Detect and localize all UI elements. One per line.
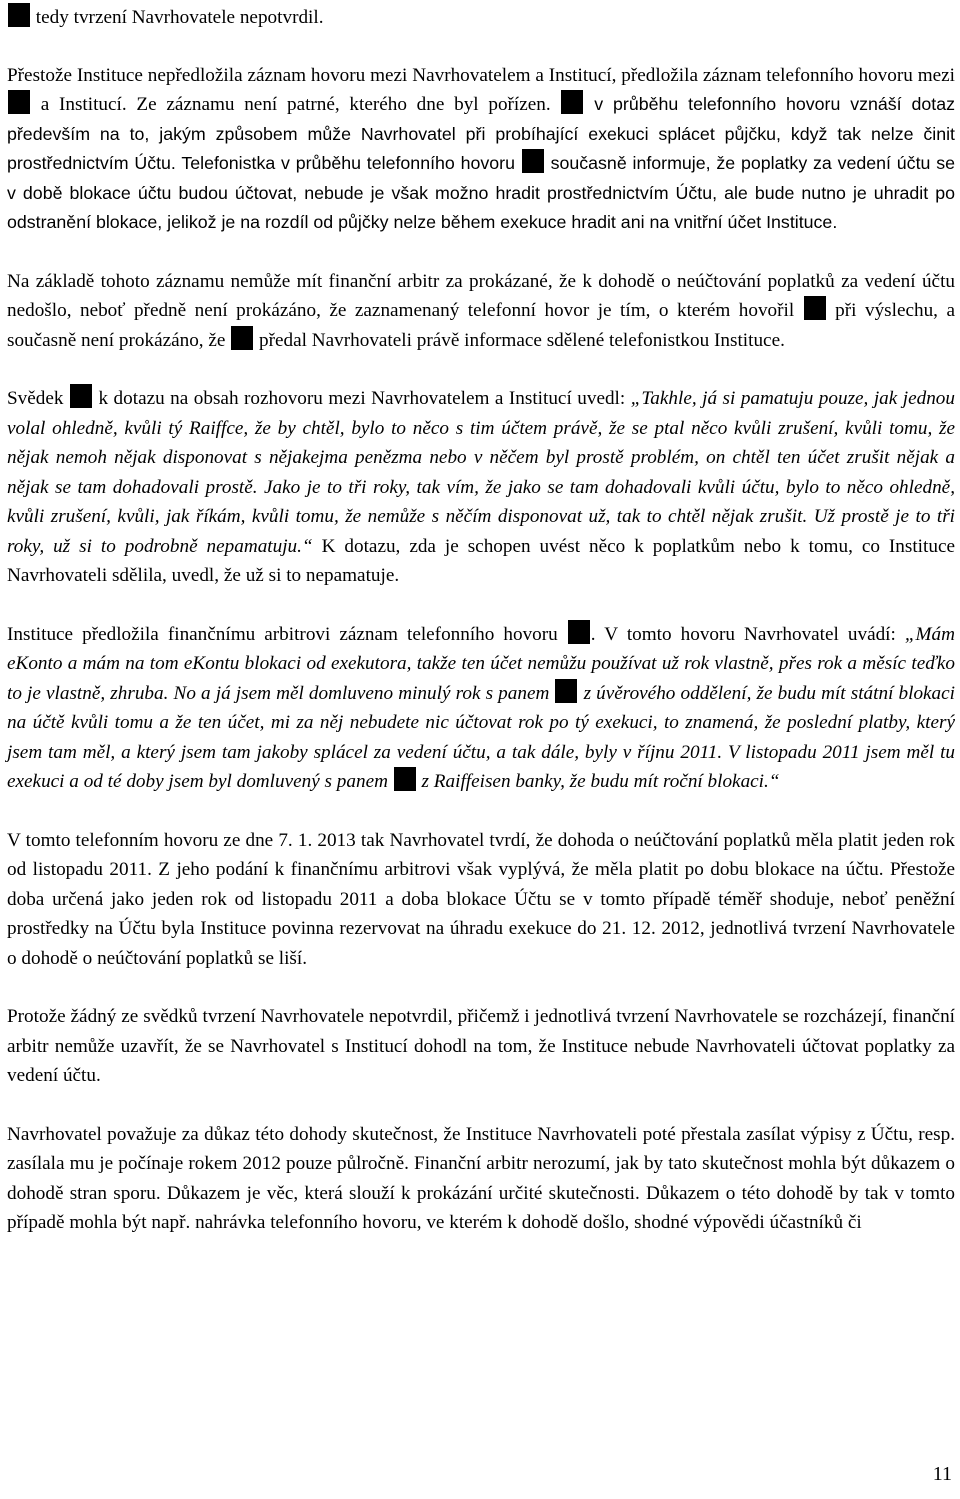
redaction-block	[561, 90, 583, 114]
witness-quote: „Takhle, já si pamatuju pouze, jak jednou volal ohledně, kvůli tý Raiffce, že by chtěl, bylo to něco s tim účtem právě, že se ptal něco kvůli zrušení, kvůli tomu, že nějak nemoh nějak disponovat s nějakejma penězma nebo v něčem byl prostě problém, on chtěl ten účet zrušit nějak a nějak se tam dohadovali prostě. Jako je to tři roky, tak vím, že jako se tam dohadovali kvůli účtu, bylo to něco ohledně, kvůli zrušení, kvůli, jak říkám, kvůli tomu, že nemůže s něčím disponovat už, tak to chtěl nějak zrušit. Už prostě je to tři roky, už si to podrobně nepamatuju.“	[7, 388, 955, 557]
text-run: Svědek	[7, 388, 69, 409]
text-run: předal Navrhovateli právě informace sdělené telefonistkou Instituce.	[254, 329, 785, 351]
claimant-quote: z úvěrového oddělení, že budu mít státní blokaci na účtě kvůli tomu a že ten účet, mi za něj nebudete nic účtovat rok po tý exekuci, to znamená, že poslední platby, který jsem tam měl, a který jsem tam jakoby splácel za vedení účtu, a tak dále, byly v říjnu 2011. V listopadu 2011 jsem měl tu exekuci a od té doby jsem byl domluvený s panem	[7, 682, 955, 792]
paragraph-gap	[7, 591, 955, 620]
text-run-sans: v průběhu telefonního hovoru vznáší dotaz především na to, jakým způsobem může Navrhovatel při probíhající exekuci splácet půjčku, když tak nelze činit prostřednictvím Účtu. Telefonistka v průběhu telefonního hovoru	[7, 94, 955, 173]
paragraph-8	[7, 1120, 955, 1238]
text-run-sans: současně informuje, že poplatky za vedení účtu se v době blokace účtu budou účtovat, nebude je však možno hradit prostřednictvím Účtu, ale bude nutno je uhradit po odstranění blokace, jelikož je na rozdíl od půjčky nelze během exekuce hradit ani na vnitřní účet Instituce.	[7, 153, 955, 232]
redaction-block	[8, 3, 30, 27]
paragraph-2	[7, 61, 955, 238]
text-run: Navrhovatel považuje za důkaz této dohody skutečnost, že Instituce Navrhovateli poté přestala zasílat výpisy z Účtu, resp. zasílala mu je počínaje rokem 2012 pouze půlročně. Finanční arbitr nerozumí, jak by tato skutečnost mohla být důkazem o dohodě stran sporu. Důkazem je věc, která slouží k prokázání určité skutečnosti. Důkazem o této dohodě by tak v tomto případě mohla být např. nahrávka telefonního hovoru, ve kterém k dohodě došlo, shodné výpovědi účastníků či	[7, 1123, 955, 1233]
redaction-block	[555, 679, 577, 703]
paragraph-gap	[7, 1091, 955, 1120]
document-page	[7, 0, 955, 1238]
text-run: V tomto telefonním hovoru ze dne 7. 1. 2013 tak Navrhovatel tvrdí, že dohoda o neúčtování poplatků měla platit jeden rok od listopadu 2011. Z jeho podání k finančnímu arbitrovi však vyplývá, že měla platit po dobu blokace na účtu. Přestože doba určená jako jeden rok od listopadu 2011 a doba blokace Účtu se v tomto případě téměř shoduje, neboť peněžní prostředky na Účtu byla Instituce povinna rezervovat na úhradu exekuce do 21. 12. 2012, jednotlivá tvrzení Navrhovatele o dohodě o neúčtování poplatků se liší.	[7, 829, 955, 969]
redaction-block	[568, 620, 590, 644]
page-number: 11	[932, 1463, 952, 1485]
text-run: tedy tvrzení Navrhovatele nepotvrdil.	[31, 7, 324, 28]
text-run: Protože žádný ze svědků tvrzení Navrhovatele nepotvrdil, přičemž i jednotlivá tvrzení Navrhovatele se rozcházejí, finanční arbitr nemůže uzavřít, že se Navrhovatel s Institucí dohodl na tom, že Instituce nebude Navrhovateli účtovat poplatky za vedení účtu.	[7, 1006, 955, 1086]
redaction-block	[231, 326, 253, 350]
redaction-block	[394, 767, 416, 791]
redaction-block	[522, 149, 544, 173]
text-run: při výslechu, a současně není prokázáno, že	[7, 300, 955, 351]
claimant-quote: „Mám eKonto a mám na tom eKontu blokaci od exekutora, takže ten účet nemůžu používat už rok vlastně, přes rok a měsíc teďko to je vlastně, zhruba. No a já jsem měl domluveno minulý rok s panem	[7, 623, 955, 704]
redaction-block	[8, 90, 30, 114]
paragraph-5	[7, 620, 955, 797]
paragraph-gap	[7, 33, 955, 61]
text-run: k dotazu na obsah rozhovoru mezi Navrhovatelem a Institucí uvedl:	[92, 388, 631, 409]
paragraph-7	[7, 1002, 955, 1091]
paragraph-4	[7, 384, 955, 591]
redaction-block	[70, 384, 92, 408]
text-run: Na základě tohoto záznamu nemůže mít finanční arbitr za prokázané, že k dohodě o neúčtování poplatků za vedení účtu nedošlo, neboť předně není prokázáno, že zaznamenaný telefonní hovor je tím, o kterém hovořil	[7, 270, 955, 321]
text-run: Instituce předložila finančnímu arbitrovi záznam telefonního hovoru	[7, 623, 567, 645]
paragraph-gap	[7, 238, 955, 267]
paragraph-1	[7, 3, 955, 33]
text-run: K dotazu, zda je schopen uvést něco k poplatkům nebo k tomu, co Instituce Navrhovateli sdělila, uvedl, že už si to nepamatuje.	[7, 535, 955, 586]
paragraph-6	[7, 826, 955, 974]
text-run: . V tomto hovoru Navrhovatel uvádí:	[590, 623, 905, 645]
paragraph-gap	[7, 797, 955, 826]
paragraph-3	[7, 267, 955, 356]
paragraph-gap	[7, 973, 955, 1002]
text-run: Přestože Instituce nepředložila záznam hovoru mezi Navrhovatelem a Institucí, předložila záznam telefonního hovoru mezi	[7, 64, 955, 86]
claimant-quote: z Raiffeisen banky, že budu mít roční blokaci.“	[416, 771, 780, 792]
redaction-block	[804, 296, 826, 320]
paragraph-gap	[7, 355, 955, 384]
text-run: a Institucí. Ze záznamu není patrné, kterého dne byl pořízen.	[31, 94, 561, 115]
